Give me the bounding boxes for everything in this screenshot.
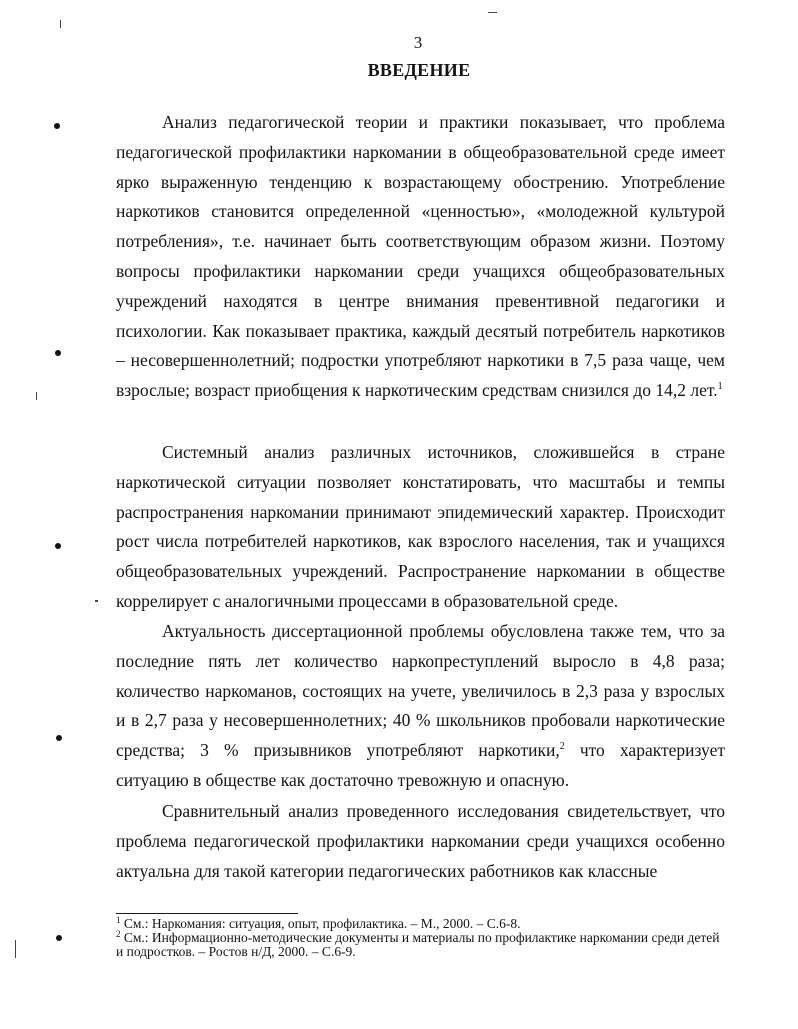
- binding-hole-mark: [55, 543, 61, 549]
- footnotes: [116, 917, 728, 959]
- scan-speck: [488, 12, 497, 13]
- binding-hole-mark: [56, 935, 62, 941]
- footnote-mark: 1: [116, 915, 121, 925]
- binding-hole-mark: [54, 123, 60, 129]
- paragraph-text: Сравнительный анализ проведенного исследования свидетельствует, что проблема педагогической профилактики наркомании среди учащихся особенно актуальна для такой категории педагогических работников как классные: [116, 801, 725, 881]
- footnote-ref[interactable]: 2: [559, 741, 565, 753]
- paragraph-text: что характеризует ситуацию в обществе как достаточно тревожную и опасную.: [116, 740, 725, 790]
- paragraph-comparative: [116, 797, 725, 886]
- scan-speck: [15, 940, 16, 958]
- page-number: 3: [413, 33, 423, 52]
- paragraph-text: Анализ педагогической теории и практики показывает, что проблема педагогической профилактики наркомании в общеобразовательной среде имеет ярко выраженную тенденцию к возрастающему обострению. Употребление наркотиков становится определенной «ценностью», «молодежной культурой потребления», т.е. начинает быть соответствующим образом жизни. Поэтому вопросы профилактики наркомании среди учащихся общеобразовательных учреждений находятся в центре внимания превентивной педагогики и психологии. Как показывает практика, каждый десятый потребитель наркотиков – несовершеннолетний; подростки употребляют наркотики в 7,5 раза чаще, чем взрослые; возраст приобщения к наркотическим средствам снизился до 14,2 лет.: [116, 112, 725, 401]
- paragraph-text: Системный анализ различных источников, сложившейся в стране наркотической ситуации позволяет констатировать, что масштабы и темпы распространения наркомании принимают эпидемический характер. Происходит рост числа потребителей наркотиков, как взрослого населения, так и учащихся общеобразовательных учреждений. Распространение наркомании в обществе коррелирует с аналогичными процессами в образовательной среде.: [116, 442, 725, 611]
- footnote-mark: 2: [116, 929, 121, 939]
- paragraph-intro: [116, 108, 725, 406]
- scan-speck: [60, 20, 61, 28]
- paragraph-text: Актуальность диссертационной проблемы обусловлена также тем, что за последние пять лет количество наркопреступлений выросло в 4,8 раза; количество наркоманов, состоящих на учете, увеличилось в 2,3 раза у взрослых и в 2,7 раза у несовершеннолетних; 40 % школьников пробовали наркотические средства; 3 % призывников употребляют наркотики,: [116, 621, 725, 761]
- paragraph-system-analysis: [116, 438, 725, 617]
- footnote-2: [116, 931, 728, 959]
- footnote-ref[interactable]: 1: [717, 381, 723, 393]
- paragraph-relevance: [116, 617, 725, 796]
- section-heading: ВВЕДЕНИЕ: [367, 60, 471, 80]
- footnote-text: См.: Наркомания: ситуация, опыт, профилактика. – М., 2000. – С.6-8.: [120, 916, 521, 931]
- binding-hole-mark: [56, 735, 62, 741]
- footnote-1: [116, 917, 728, 931]
- binding-hole-mark: [55, 350, 61, 356]
- scan-speck: [95, 600, 98, 602]
- scan-speck: [36, 392, 37, 400]
- footnote-text: См.: Информационно-методические документы и материалы по профилактике наркомании среди детей и подростков. – Ростов н/Д, 2000. – С.6-9.: [116, 930, 720, 959]
- footnote-divider: [116, 913, 298, 914]
